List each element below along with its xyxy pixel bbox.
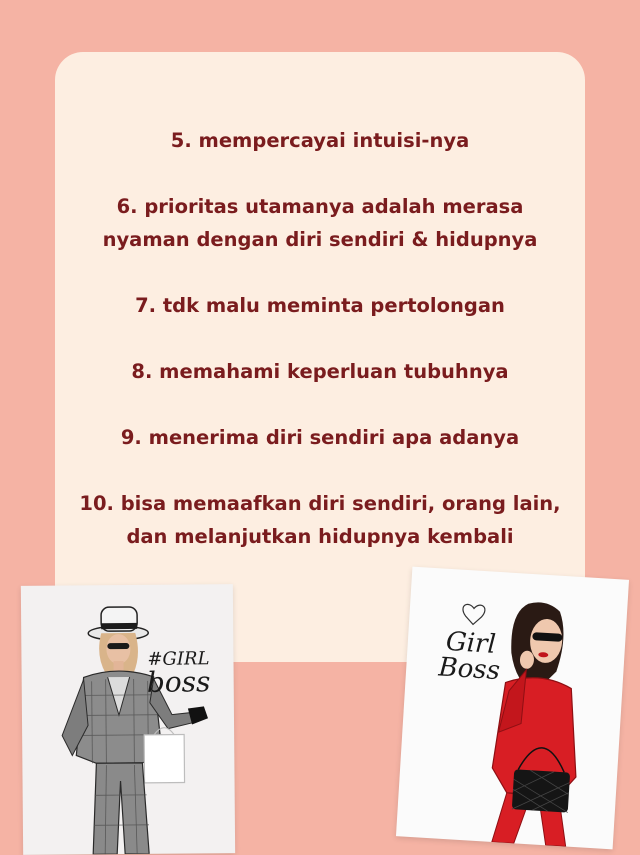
logo-left-bottom: boss xyxy=(144,668,214,697)
girlboss-illustration-left xyxy=(21,584,235,855)
logo-right-top: Girl xyxy=(445,627,497,660)
list-item-line: 8. memahami keperluan tubuhnya xyxy=(67,355,573,388)
list-item xyxy=(55,190,585,256)
list-item xyxy=(55,355,585,388)
list-item-line: 6. prioritas utamanya adalah merasa xyxy=(67,190,573,223)
logo-right-bottom: Boss xyxy=(438,652,501,686)
red-outfit-woman-illustration xyxy=(396,567,629,850)
list-item-line: dan melanjutkan hidupnya kembali xyxy=(67,520,573,553)
list-item-line: 7. tdk malu meminta pertolongan xyxy=(67,289,573,322)
list-item-line: 5. mempercayai intuisi-nya xyxy=(67,124,573,157)
girlboss-logo-right xyxy=(434,628,507,684)
list-item xyxy=(55,487,585,553)
list-item xyxy=(55,421,585,454)
list-item-line: 10. bisa memaafkan diri sendiri, orang lain, xyxy=(67,487,573,520)
list-item xyxy=(55,289,585,322)
plaid-suit-woman-illustration xyxy=(21,584,235,855)
list-item xyxy=(55,124,585,157)
list-item-line: 9. menerima diri sendiri apa adanya xyxy=(67,421,573,454)
girlboss-logo-left xyxy=(143,650,213,697)
tips-list xyxy=(55,124,585,586)
logo-left-top: #GIRL xyxy=(147,648,209,670)
girlboss-illustration-right xyxy=(396,567,629,850)
list-item-line: nyaman dengan diri sendiri & hidupnya xyxy=(67,223,573,256)
content-card xyxy=(55,52,585,662)
